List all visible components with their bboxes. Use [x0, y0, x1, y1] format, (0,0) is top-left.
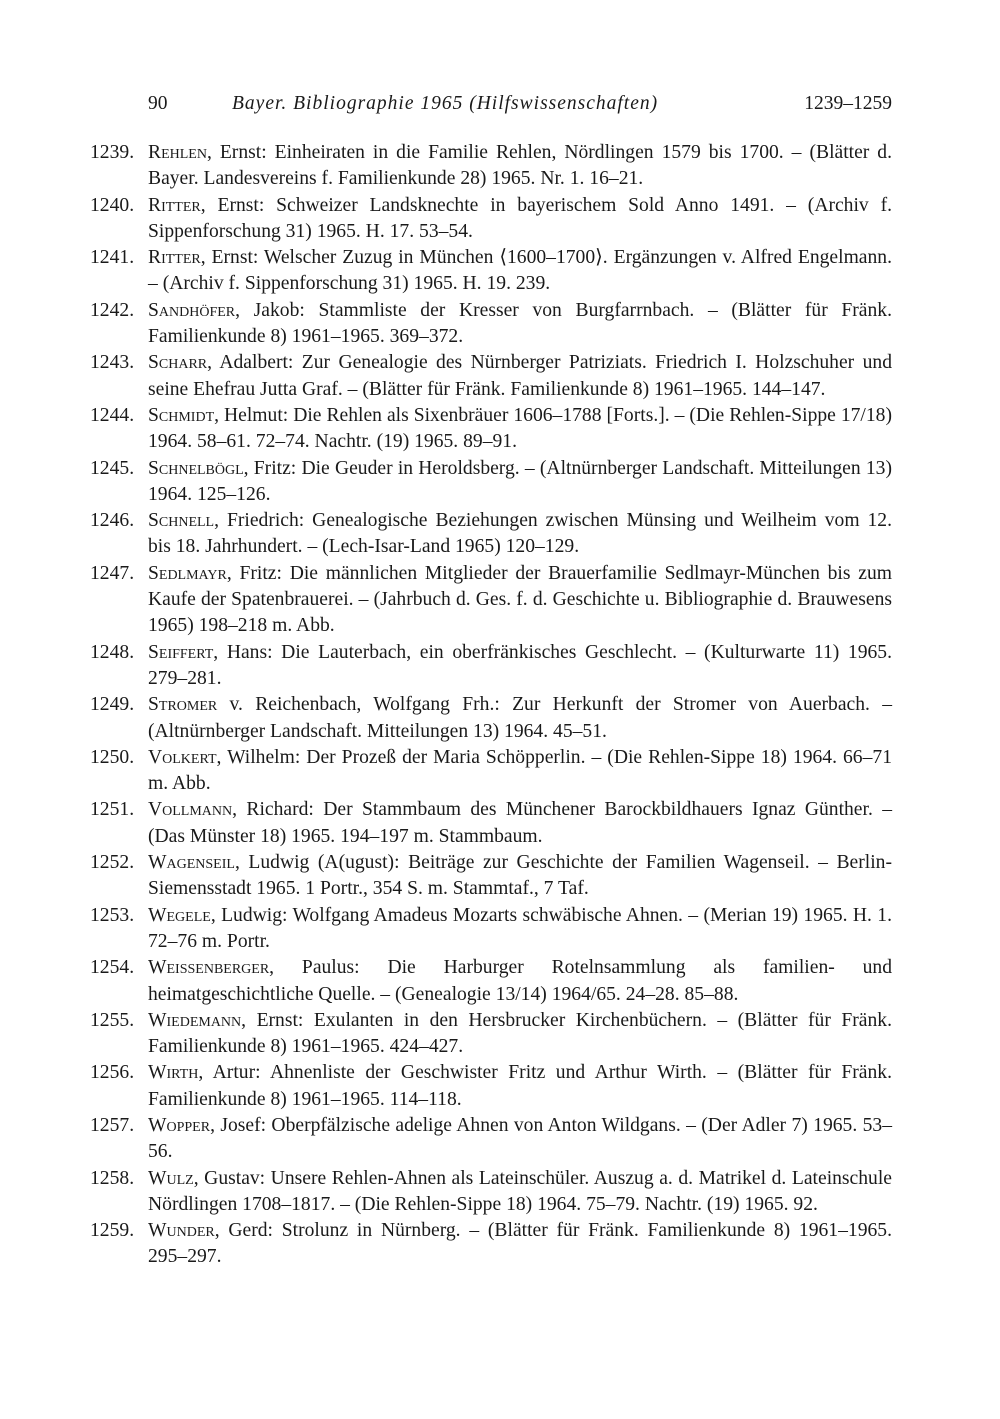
bibliography-entry: [90, 140, 892, 193]
entry-number: 1257.: [90, 1114, 135, 1136]
entry-number: 1259.: [90, 1220, 135, 1242]
running-title: Bayer. Bibliographie 1965 (Hilfswissenschaften): [232, 93, 659, 114]
author-surname: Wagenseil: [148, 852, 235, 874]
author-surname: Schmidt: [148, 404, 215, 426]
entry-text: , Richard: Der Stammbaum des Münchener Barockbildhauers Ignaz Günther. – (Das Münster 18) 1965. 194–197 m. Stammbaum.: [148, 799, 892, 847]
entry-number: 1258.: [90, 1167, 135, 1189]
entry-text: , Ernst: Exulanten in den Hersbrucker Kirchenbüchern. – (Blätter für Fränk. Familienkunde 8) 1961–1965. 424–427.: [148, 1009, 892, 1058]
page-number: 90: [148, 93, 168, 114]
author-surname: Wulz: [148, 1167, 194, 1189]
entry-text: , Wilhelm: Der Prozeß der Maria Schöpperlin. – (Die Rehlen-Sippe 18) 1964. 66–71 m. Abb.: [148, 746, 892, 795]
author-surname: Wopper: [148, 1114, 211, 1136]
entry-number: 1251.: [90, 799, 135, 821]
bibliography-entries: [90, 140, 892, 1271]
author-surname: Ritter: [148, 194, 201, 216]
entry-number: 1249.: [90, 694, 135, 716]
author-surname: Seiffert: [148, 641, 214, 663]
bibliography-entry: [90, 850, 892, 903]
bibliography-entry: [90, 903, 892, 956]
entry-text: , Gerd: Strolunz in Nürnberg. – (Blätter für Fränk. Familienkunde 8) 1961–1965. 295–297.: [148, 1220, 892, 1268]
entry-number: 1248.: [90, 641, 135, 663]
entry-text: , Gustav: Unsere Rehlen-Ahnen als Lateinschüler. Auszug a. d. Matrikel d. Lateinschule Nördlingen 1708–1817. – (Die Rehlen-Sippe 18) 1964. 75–79. Nachtr. (19) 1965. 92.: [148, 1167, 892, 1215]
entry-number: 1247.: [90, 562, 135, 584]
bibliography-entry: [90, 692, 892, 745]
entry-text: , Ernst: Schweizer Landsknechte in bayerischem Sold Anno 1491. – (Archiv f. Sippenforschung 31) 1965. H. 17. 53–54.: [148, 194, 892, 242]
entry-text: , Paulus: Die Harburger Rotelnsammlung als familien- und heimatgeschichtliche Quelle. – (Genealogie 13/14) 1964/65. 24–28. 85–88.: [148, 957, 892, 1005]
bibliography-entry: [90, 1218, 892, 1271]
entry-text: , Ernst: Welscher Zuzug in München ⟨1600–1700⟩. Ergänzungen v. Alfred Engelmann. – (Archiv f. Sippenforschung 31) 1965. H. 19. 239.: [148, 247, 892, 295]
author-surname: Wunder: [148, 1220, 215, 1242]
entry-text: v. Reichenbach, Wolfgang Frh.: Zur Herkunft der Stromer von Auerbach. – (Altnürnberger Landschaft. Mitteilungen 13) 1964. 45–51.: [148, 694, 892, 742]
entry-number: 1241.: [90, 247, 135, 269]
entry-text: , Artur: Ahnenliste der Geschwister Fritz und Arthur Wirth. – (Blätter für Fränk. Familienkunde 8) 1961–1965. 114–118.: [148, 1062, 892, 1110]
author-surname: Stromer: [148, 694, 218, 716]
bibliography-entry: [90, 955, 892, 1008]
bibliography-entry: [90, 1113, 892, 1166]
entry-number: 1255.: [90, 1009, 135, 1031]
author-surname: Weissenberger: [148, 957, 270, 979]
entry-text: , Jakob: Stammliste der Kresser von Burgfarrnbach. – (Blätter für Fränk. Familienkunde 8) 1961–1965. 369–372.: [148, 299, 892, 348]
author-surname: Wegele: [148, 904, 211, 926]
entry-text: , Hans: Die Lauterbach, ein oberfränkisches Geschlecht. – (Kulturwarte 11) 1965. 279–281.: [148, 641, 892, 689]
entry-number: 1245.: [90, 457, 135, 479]
entry-number: 1239.: [90, 142, 135, 163]
bibliography-entry: [90, 640, 892, 693]
bibliography-entry: [90, 245, 892, 298]
entry-number: 1252.: [90, 852, 135, 874]
author-surname: Wirth: [148, 1062, 199, 1084]
entry-text: , Adalbert: Zur Genealogie des Nürnberger Patriziats. Friedrich I. Holzschuher und seine Ehefrau Jutta Graf. – (Blätter für Fränk. Familienkunde 8) 1961–1965. 144–147.: [148, 352, 892, 400]
entry-number: 1240.: [90, 194, 135, 216]
author-surname: Wiedemann: [148, 1009, 242, 1031]
entry-number: 1242.: [90, 299, 135, 321]
entry-number: 1246.: [90, 510, 135, 532]
author-surname: Rehlen: [148, 142, 207, 163]
entry-text: , Friedrich: Genealogische Beziehungen zwischen Münsing und Weilheim vom 12. bis 18. Jahrhundert. – (Lech-Isar-Land 1965) 120–129.: [148, 510, 892, 558]
entry-text: , Ludwig: Wolfgang Amadeus Mozarts schwäbische Ahnen. – (Merian 19) 1965. H. 1. 72–76 m. Portr.: [148, 904, 892, 952]
bibliography-entry: [90, 1060, 892, 1113]
bibliography-entry: [90, 745, 892, 798]
bibliography-entry: [90, 298, 892, 351]
entry-number: 1253.: [90, 904, 135, 926]
entry-range: 1239–1259: [804, 93, 892, 114]
bibliography-entry: [90, 561, 892, 640]
entry-number: 1254.: [90, 957, 135, 979]
entry-text: , Josef: Oberpfälzische adelige Ahnen von Anton Wildgans. – (Der Adler 7) 1965. 53–56.: [148, 1114, 892, 1163]
entry-number: 1244.: [90, 404, 135, 426]
entry-number: 1256.: [90, 1062, 135, 1084]
bibliography-entry: [90, 1166, 892, 1219]
bibliography-entry: [90, 456, 892, 509]
bibliography-entry: [90, 403, 892, 456]
entry-text: , Fritz: Die Geuder in Heroldsberg. – (Altnürnberger Landschaft. Mitteilungen 13) 1964. 125–126.: [148, 457, 892, 505]
author-surname: Vollmann: [148, 799, 233, 821]
bibliography-entry: [90, 797, 892, 850]
author-surname: Ritter: [148, 247, 201, 269]
author-surname: Schnelbögl: [148, 457, 244, 479]
entry-number: 1243.: [90, 352, 135, 374]
entry-text: , Ludwig (A(ugust): Beiträge zur Geschichte der Familien Wagenseil. – Berlin-Siemensstadt 1965. 1 Portr., 354 S. m. Stammtaf., 7 Taf.: [148, 852, 892, 900]
bibliography-entry: [90, 193, 892, 246]
entry-number: 1250.: [90, 746, 135, 768]
bibliography-entry: [90, 350, 892, 403]
author-surname: Scharr: [148, 352, 208, 374]
entry-text: , Helmut: Die Rehlen als Sixenbräuer 1606–1788 [Forts.]. – (Die Rehlen-Sippe 17/18) 1964. 58–61. 72–74. Nachtr. (19) 1965. 89–91.: [148, 404, 892, 453]
author-surname: Sandhöfer: [148, 299, 236, 321]
bibliography-entry: [90, 508, 892, 561]
author-surname: Sedlmayr: [148, 562, 227, 584]
bibliography-entry: [90, 1008, 892, 1061]
author-surname: Volkert: [148, 746, 217, 768]
entry-text: , Ernst: Einheiraten in die Familie Rehlen, Nördlingen 1579 bis 1700. – (Blätter d. Bayer. Landesvereins f. Familienkunde 28) 1965. Nr. 1. 16–21.: [148, 142, 892, 190]
entry-text: , Fritz: Die männlichen Mitglieder der Brauerfamilie Sedlmayr-München bis zum Kaufe der Spatenbrauerei. – (Jahrbuch d. Ges. f. d. Geschichte u. Bibliographie d. Brauwesens 1965) 198–218 m. Abb.: [148, 562, 892, 637]
author-surname: Schnell: [148, 510, 215, 532]
